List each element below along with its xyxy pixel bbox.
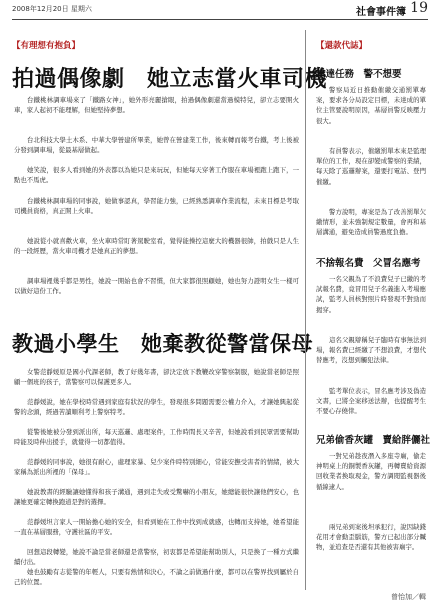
story1-headline: 拍過偶像劇 她立志當火車司機: [12, 66, 328, 92]
left-column-tag: 【有理想有抱負】: [12, 41, 81, 51]
brief2-paragraph: 這名父親辯稱兒子臨時有事無法到場，報名費已經繳了不想浪費，才想代替應考，沒想到觸犯法律。: [316, 336, 426, 365]
brief2-paragraph: 監考單位表示，冒名應考涉及偽造文書，已將全案移送法辦，也提醒考生不要心存僥倖。: [316, 387, 426, 416]
story2-paragraph: 從警後她被分發到派出所，每天巡邏、處理案件，工作時間長又辛苦，但她說看到民眾需要幫助時能及時伸出援手，就覺得一切都值得。: [14, 428, 299, 447]
story2-paragraph: 她說教書的經驗讓她懂得和孩子溝通，遇到走失或受驚嚇的小朋友，她總能很快讓他們安心，也讓她更確定轉換跑道是對的選擇。: [14, 488, 299, 507]
editor-byline: 曾怡加／輯: [391, 593, 426, 601]
page-header: [12, 0, 428, 20]
issue-date: 2008年12月20日 星期六: [12, 5, 92, 13]
story2-paragraph: 回想這段轉變，她說不論是當老師還是當警察，初衷都是希望能幫助別人，只是換了一種方式繼續付出。: [14, 548, 299, 567]
column-divider: [305, 30, 306, 590]
story1-paragraph: 她說從小就喜歡火車，坐火車時常盯著駕駛室看，覺得能操控這麼大的機器很帥，拍戲只是人生的一段經歷，當火車司機才是她真正的夢想。: [14, 237, 299, 256]
story1-paragraph: 她笑說，很多人看到她的外表都以為她只是來玩玩，但她每天穿著工作服在車場裡跑上跑下，一點也不馬虎。: [14, 166, 299, 185]
story2-paragraph: 范靜媛坦言家人一開始擔心她的安全，但看到她在工作中找到成就感，也轉而支持她，她希望能一直在基層服務，守護社區的平安。: [14, 518, 299, 537]
story1-paragraph: 台鐵桃林調車場來了「鐵路女神」，她外形亮麗搶眼，拍過偶像劇還當過模特兒，卻立志要開火車，家人起初不能理解，但她堅持夢想。: [14, 96, 299, 115]
brief3-paragraph: 兩兄弟到案後坦承犯行，說因缺錢花用才會動歪腦筋，警方已起出部分贓物，並追查是否還有其他被害廟宇。: [316, 523, 426, 552]
section-title: 社會事件簿: [356, 7, 406, 18]
brief1-paragraph: 警察局近日推動催繳交通罰單專案，要求各分局設定目標，未達成的單位主管要說明原因，基層員警反映壓力很大。: [316, 86, 426, 125]
brief1-paragraph: 有員警表示，催繳罰單本來是監理單位的工作，現在卻變成警察的業績，每天除了巡邏辦案，還要打電話、登門催繳。: [316, 147, 426, 186]
story2-paragraph: 范靜媛說，她在學校時常遇到家庭有狀況的學生，發現很多問題需要公權力介入，才讓她興起從警的念頭，經過苦讀順利考上警察特考。: [14, 398, 299, 417]
brief1-paragraph: 警方說明，專案是為了改善罰單欠繳情形，並未強制規定數量，會再和基層溝通，避免造成員警過度負擔。: [316, 208, 426, 237]
story2-paragraph: 范靜媛的同事說，她很有耐心，處理家暴、兒少案件時特別細心，常能安撫受害者的情緒，被大家稱為派出所裡的「保母」。: [14, 458, 299, 477]
story1-paragraph: 調車場裡幾乎都是男性，她說一開始也會不習慣，但大家都很照顧她，她也努力證明女生一樣可以做好這份工作。: [14, 277, 299, 296]
story1-paragraph: 台北科技大學土木系、中華大學營建所畢業，她曾在營建業工作，後來轉而報考台鐵，考上後被分發到調車場，從最基層做起。: [14, 136, 299, 155]
story2-paragraph: 女警范靜媛原是國小代課老師，教了好幾年書，卻決定放下教鞭改穿警察制服，她說當老師是照顧一個班的孩子，當警察可以保護更多人。: [14, 368, 299, 387]
brief3-subhead: 兄弟偷香灰罐 賣給胖儷社: [316, 435, 431, 446]
brief3-paragraph: 一對兄弟趁夜潛入多座寺廟，偷走神明桌上的銅製香灰罐，再轉賣給資源回收業者換取現金，警方調閱監視器後循線逮人。: [316, 452, 426, 491]
right-column-tag: 【還款代誌】: [316, 41, 368, 51]
story1-paragraph: 台鐵桃林調車場的同事說，她做事認真，學習能力強，已經熟悉調車作業流程，未來目標是考取司機員資格，真正開上火車。: [14, 197, 299, 216]
page-number: 19: [410, 0, 428, 16]
brief2-paragraph: 一名父親為了不浪費兒子已繳的考試報名費，竟冒用兒子名義進入考場應試，監考人員核對照片時發現不對勁而揭穿。: [316, 275, 426, 314]
story2-headline: 教過小學生 她棄教從警當保母: [12, 331, 313, 356]
brief1-subhead: 未達任務 警不想要: [316, 69, 402, 80]
brief2-subhead: 不捨報名費 父冒名應考: [316, 258, 421, 269]
story2-paragraph: 她也鼓勵有志從警的年輕人，只要有熱情和決心，不論之前做過什麼，都可以在警界找到屬於自己的位置。: [14, 568, 299, 587]
